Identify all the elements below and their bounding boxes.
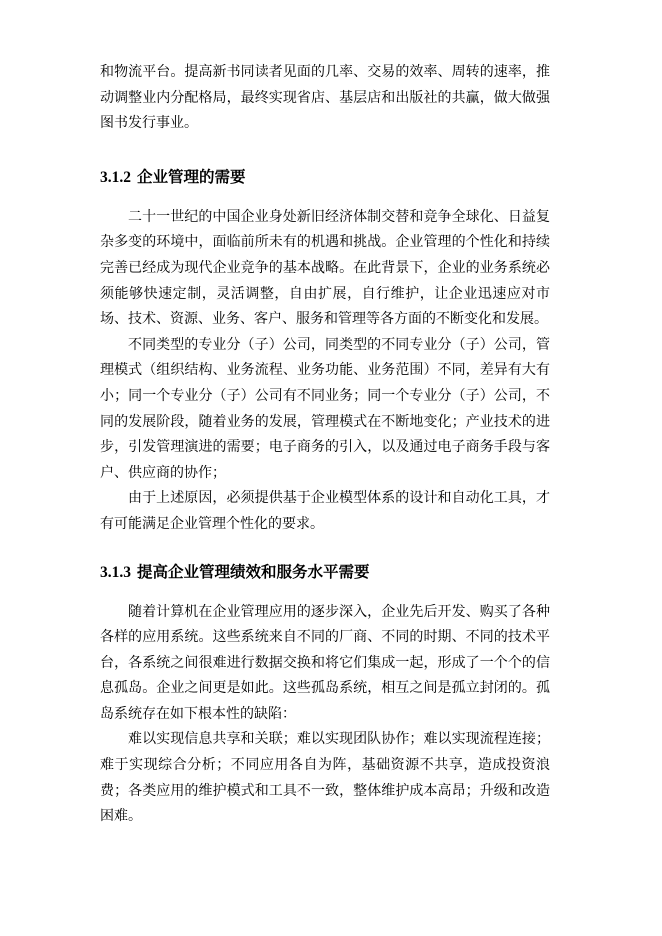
section-313-paragraph-2: 难以实现信息共享和关联；难以实现团队协作；难以实现流程连接；难于实现综合分析；不同应用各自为阵，基础资源不共享，造成投资浪费；各类应用的维护模式和工具不一致，整体维护成本高昂；升级和改造困难。	[100, 731, 550, 825]
section-312-paragraph-3: 由于上述原因，必须提供基于企业模型体系的设计和自动化工具，才有可能满足企业管理个性化的要求。	[100, 490, 550, 532]
section-312-paragraph-2: 不同类型的专业分（子）公司，同类型的不同专业分（子）公司，管理模式（组织结构、业务流程、业务功能、业务范围）不同，差异有大有小；同一个专业分（子）公司有不同业务；同一个专业分（子）公司，不同的发展阶段，随着业务的发展，管理模式在不断地变化；产业技术的进步，引发管理演进的需要；电子商务的引入，以及通过电子商务手段与客户、供应商的协作；	[100, 336, 550, 481]
section-number: 3.1.2	[100, 168, 131, 186]
document-page	[100, 60, 550, 830]
section-title: 提高企业管理绩效和服务水平需要	[137, 561, 370, 581]
section-313-paragraph-1: 随着计算机在企业管理应用的逐步深入，企业先后开发、购买了各种各样的应用系统。这些系统来自不同的厂商、不同的时期、不同的技术平台，各系统之间很难进行数据交换和将它们集成一起，形成了一个个的信息孤岛。企业之间更是如此。这些孤岛系统，相互之间是孤立封闭的。孤岛系统存在如下根本性的缺陷：	[100, 603, 550, 722]
section-heading-3-1-3	[100, 559, 550, 586]
section-title: 企业管理的需要	[137, 166, 246, 186]
intro-paragraph: 和物流平台。提高新书同读者见面的几率、交易的效率、周转的速率，推动调整业内分配格局，最终实现省店、基层店和出版社的共赢，做大做强图书发行事业。	[100, 64, 550, 132]
section-number: 3.1.3	[100, 563, 131, 581]
section-312-paragraph-1: 二十一世纪的中国企业身处新旧经济体制交替和竞争全球化、日益复杂多变的环境中，面临前所未有的机遇和挑战。企业管理的个性化和持续完善已经成为现代企业竞争的基本战略。在此背景下，企业的业务系统必须能够快速定制，灵活调整，自由扩展，自行维护，让企业迅速应对市场、技术、资源、业务、客户、服务和管理等各方面的不断变化和发展。	[100, 208, 550, 328]
section-heading-3-1-2	[100, 164, 550, 191]
